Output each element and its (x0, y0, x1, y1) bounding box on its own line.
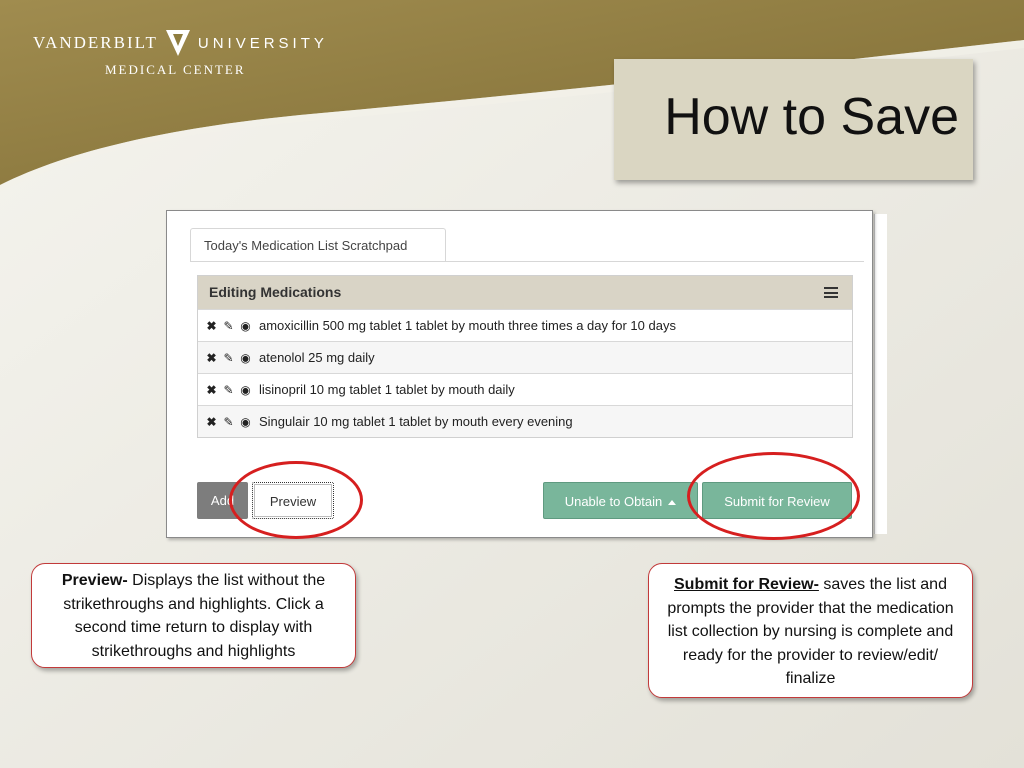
edit-icon[interactable]: ✎ (223, 318, 234, 333)
edit-icon[interactable]: ✎ (223, 414, 234, 429)
screenshot-edge (874, 214, 887, 534)
tab-divider (190, 261, 864, 262)
unable-to-obtain-label: Unable to Obtain (564, 494, 663, 509)
tab-medication-scratchpad[interactable]: Today's Medication List Scratchpad (190, 228, 446, 262)
view-icon[interactable]: ◉ (240, 350, 251, 365)
delete-icon[interactable]: ✖ (206, 318, 217, 333)
medication-row (198, 309, 852, 341)
preview-button[interactable]: Preview (252, 482, 334, 519)
medication-row (198, 341, 852, 373)
page-title: How to Save (664, 88, 959, 146)
medication-row (198, 373, 852, 405)
logo-wordmark (33, 28, 328, 58)
vumc-logo (33, 28, 328, 78)
vanderbilt-oak-leaf-logo-icon (164, 28, 192, 58)
title-box (614, 59, 973, 180)
view-icon[interactable]: ◉ (240, 382, 251, 397)
editing-medications-panel (197, 275, 853, 438)
logo-text-medical-center: MEDICAL CENTER (105, 62, 246, 77)
menu-icon[interactable] (824, 287, 838, 298)
view-icon[interactable]: ◉ (240, 318, 251, 333)
highlight-ring-submit (687, 452, 860, 540)
medication-text: lisinopril 10 mg tablet 1 tablet by mouth daily (259, 382, 515, 397)
submit-callout-body: saves the list and prompts the provider that the medication list collection by nursing is complete and ready for the provider to review/edit/ finalize (667, 576, 954, 687)
edit-icon[interactable]: ✎ (223, 382, 234, 397)
caret-up-icon (668, 500, 676, 505)
medication-row (198, 405, 852, 437)
preview-callout-heading: Preview- (61, 572, 128, 589)
add-button[interactable]: Add (197, 482, 248, 519)
delete-icon[interactable]: ✖ (206, 414, 217, 429)
medication-text: Singulair 10 mg tablet 1 tablet by mouth every evening (259, 414, 573, 429)
edit-icon[interactable]: ✎ (223, 350, 234, 365)
medication-text: amoxicillin 500 mg tablet 1 tablet by mouth three times a day for 10 days (259, 318, 676, 333)
view-icon[interactable]: ◉ (240, 414, 251, 429)
delete-icon[interactable]: ✖ (206, 350, 217, 365)
submit-callout (648, 563, 973, 698)
highlight-ring-preview (229, 461, 363, 539)
unable-to-obtain-button[interactable] (543, 482, 698, 519)
submit-callout-heading: Submit for Review- (674, 576, 819, 593)
logo-text-university: UNIVERSITY (197, 34, 328, 52)
panel-title: Editing Medications (209, 284, 342, 300)
preview-callout (31, 563, 356, 668)
delete-icon[interactable]: ✖ (206, 382, 217, 397)
submit-for-review-button[interactable]: Submit for Review (702, 482, 852, 519)
medication-text: atenolol 25 mg daily (259, 350, 375, 365)
logo-text-vanderbilt: VANDERBILT (33, 33, 158, 52)
preview-callout-body: Displays the list without the strikethroughs and highlights. Click a second time return to display with strikethroughs and highlights (63, 572, 326, 660)
panel-header (198, 276, 852, 309)
